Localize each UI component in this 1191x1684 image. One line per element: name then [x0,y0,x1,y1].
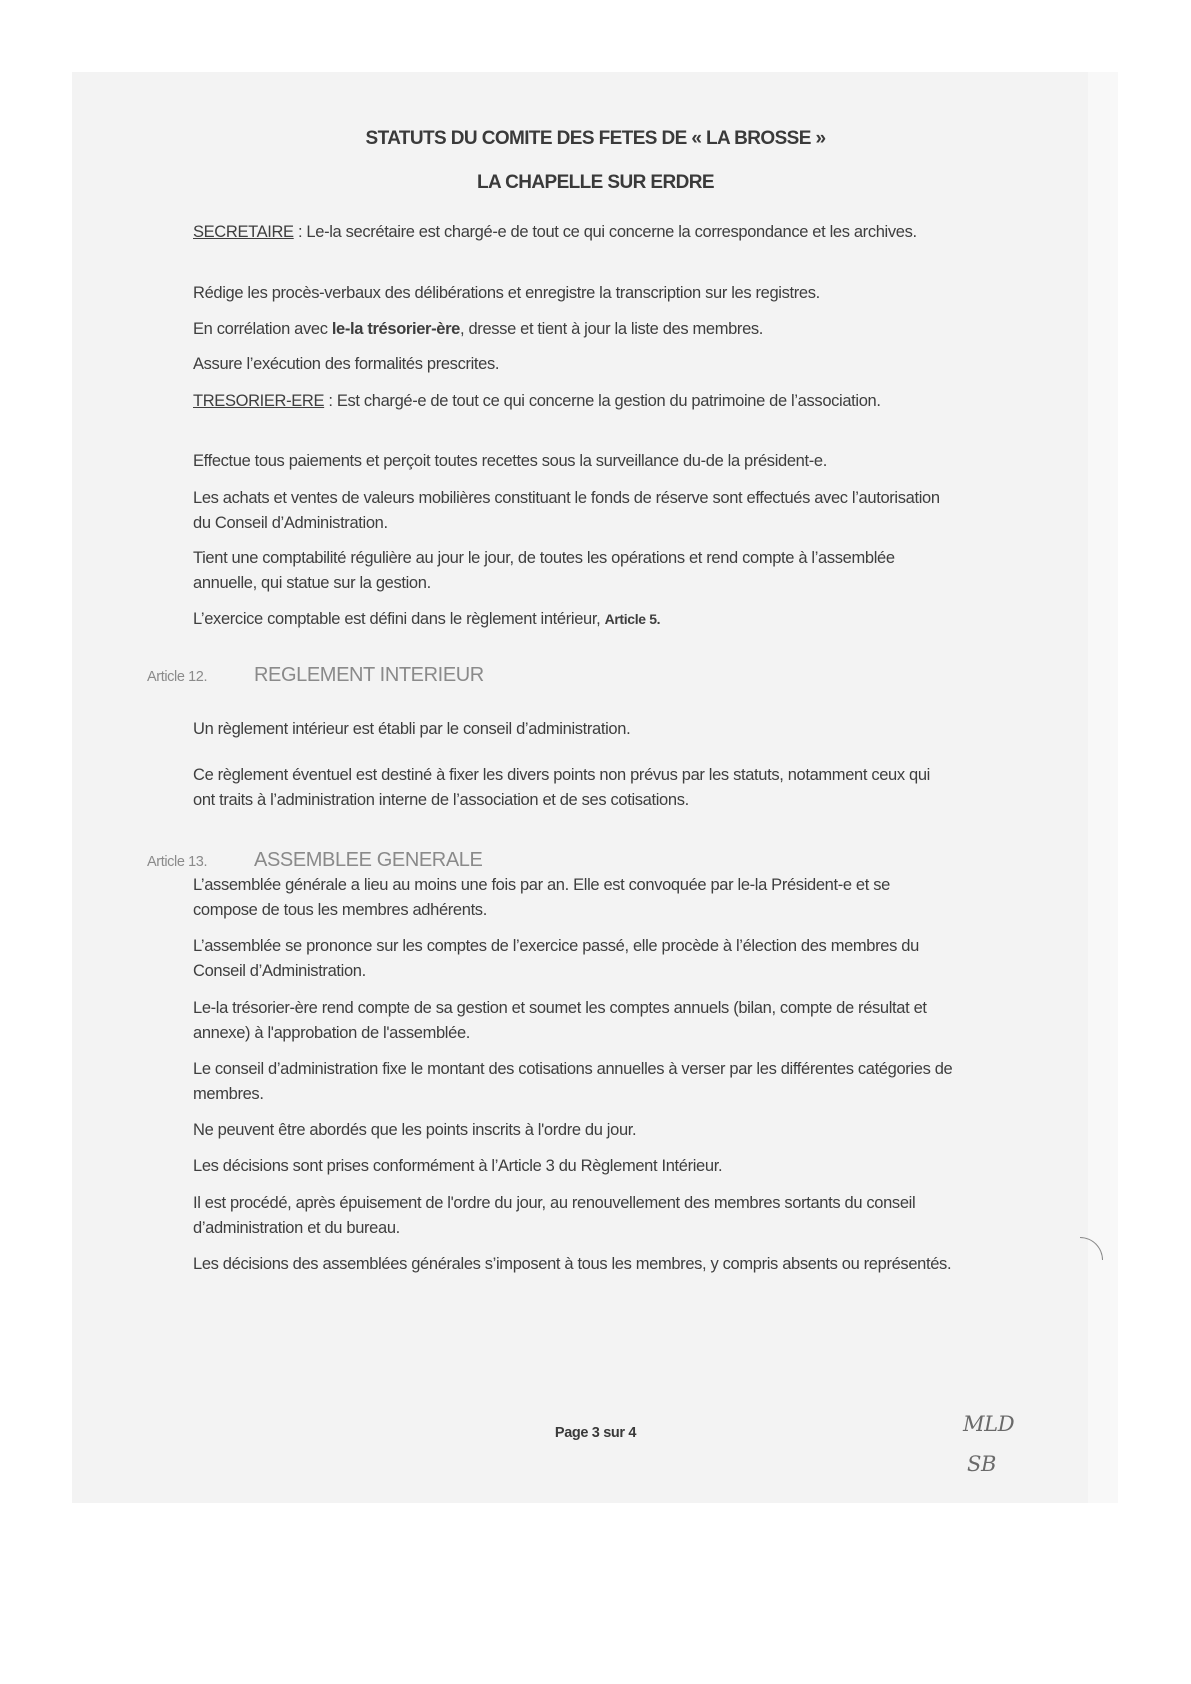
article-number: Article 13. [147,854,208,870]
article-13-p6: Les décisions sont prises conformément à l’Article 3 du Règlement Intérieur. [193,1157,723,1175]
handwritten-initials: SB [967,1452,997,1476]
document-subtitle: LA CHAPELLE SUR ERDRE [477,172,714,193]
article-12-heading [147,664,484,687]
secretaire-intro-text: : Le-la secrétaire est chargé-e de tout ce qui concerne la correspondance et les archives. [293,223,917,241]
secretaire-p2 [193,317,953,342]
article-13-p3: Le-la trésorier-ère rend compte de sa gestion et soumet les comptes annuels (bilan, compte de résultat et annexe) à l'approbation de l'assemblée. [193,999,927,1042]
tresorier-label: TRESORIER-ERE [193,392,325,410]
article-13-p5: Ne peuvent être abordés que les points inscrits à l'ordre du jour. [193,1121,637,1139]
article-13-p4: Le conseil d’administration fixe le montant des cotisations annuelles à verser par les différentes catégories de membres. [193,1060,953,1103]
tresorier-p2: Les achats et ventes de valeurs mobilières constituant le fonds de réserve sont effectués avec l’autorisation du Conseil d’Administration. [193,489,940,532]
bold-text: le-la trésorier-ère [331,320,460,338]
text: , dresse et tient à jour la liste des membres. [460,320,764,338]
article-13-heading [147,849,482,872]
article-12-p2: Ce règlement éventuel est destiné à fixer les divers points non prévus par les statuts, notamment ceux qui ont traits à l’administration interne de l’association et de ses cotisations. [193,766,930,809]
scan-edge [1088,72,1118,1503]
article-12-p1: Un règlement intérieur est établi par le conseil d’administration. [193,720,631,738]
text: L’exercice comptable est défini dans le règlement intérieur, [193,610,605,628]
page-number: Page 3 sur 4 [554,1425,637,1441]
text: En corrélation avec [193,320,332,338]
tresorier-p4 [193,607,953,632]
article-number: Article 12. [147,669,208,685]
article-13-p1: L’assemblée générale a lieu au moins une fois par an. Elle est convoquée par le-la Président-e et se compose de tous les membres adhérents. [193,876,890,919]
article-13-p8: Les décisions des assemblées générales s’imposent à tous les membres, y compris absents ou représentés. [193,1255,952,1273]
tresorier-p1: Effectue tous paiements et perçoit toutes recettes sous la surveillance du-de la président-e. [193,452,827,470]
tresorier-p3: Tient une comptabilité régulière au jour le jour, de toutes les opérations et rend compte à l’assemblée annuelle, qui statue sur la gestion. [193,549,895,592]
article-reference: Article 5. [604,611,661,627]
secretaire-intro [193,220,953,245]
article-title: REGLEMENT INTERIEUR [254,664,484,686]
secretaire-p1: Rédige les procès-verbaux des délibérations et enregistre la transcription sur les registres. [193,284,820,302]
secretaire-p3: Assure l’exécution des formalités prescrites. [193,355,500,373]
article-13-p7: Il est procédé, après épuisement de l'ordre du jour, au renouvellement des membres sortants du conseil d’administration et du bureau. [193,1194,916,1237]
article-title: ASSEMBLEE GENERALE [254,849,483,871]
article-13-p2: L’assemblée se prononce sur les comptes de l’exercice passé, elle procède à l’élection des membres du Conseil d’Administration. [193,937,919,980]
secretaire-label: SECRETAIRE [193,223,294,241]
handwritten-initials: MLD [963,1412,1015,1436]
document-title: STATUTS DU COMITE DES FETES DE « LA BROSSE » [365,128,826,149]
tresorier-intro [193,389,953,414]
tresorier-intro-text: : Est chargé-e de tout ce qui concerne la gestion du patrimoine de l’association. [324,392,881,410]
